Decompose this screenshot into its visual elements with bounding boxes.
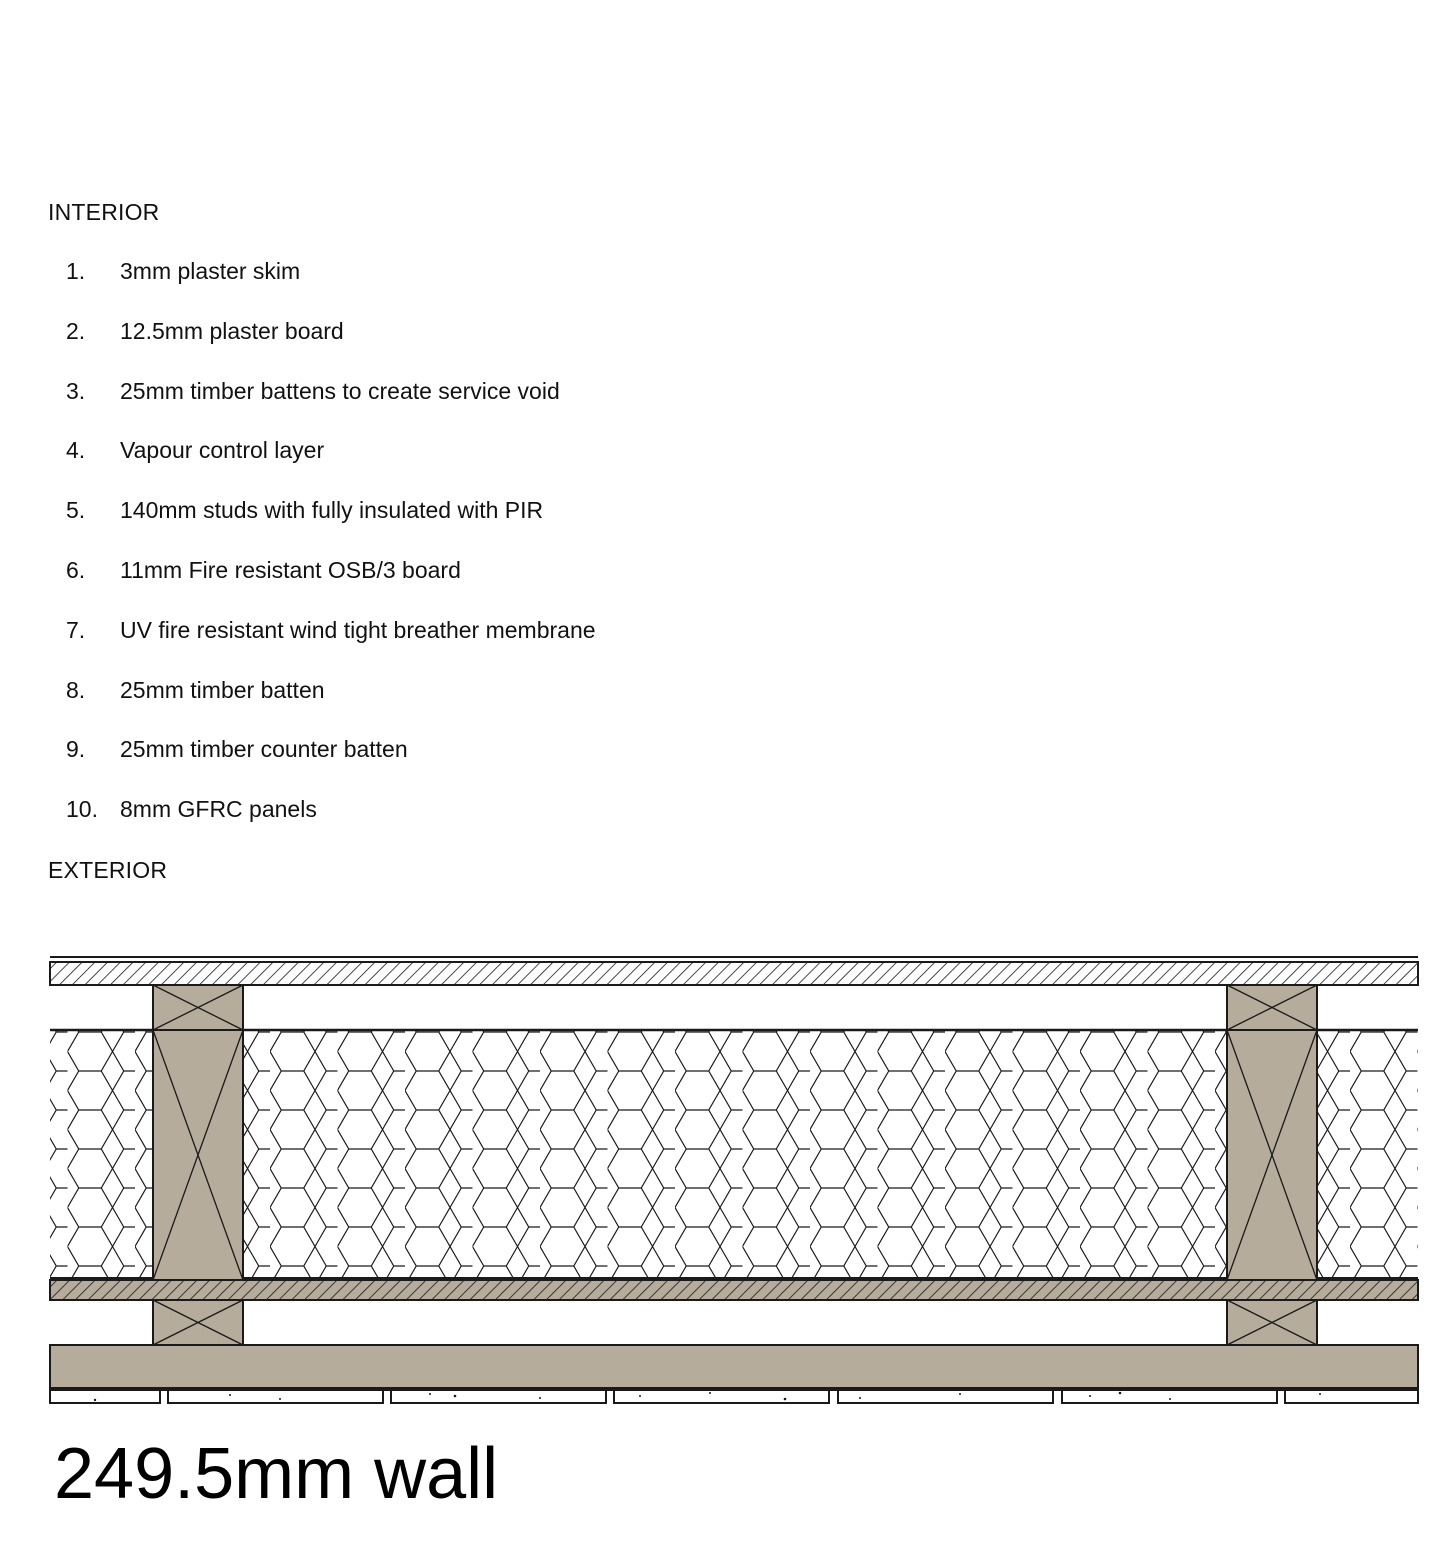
layer-item — [66, 617, 596, 677]
plaster-board-layer — [50, 957, 1418, 985]
gfrc-panel-layer — [50, 1390, 1418, 1403]
layer-text: Vapour control layer — [120, 437, 325, 464]
layer-text: 3mm plaster skim — [120, 258, 301, 284]
layer-item — [66, 796, 596, 856]
layer-text: 25mm timber battens to create service void — [120, 377, 560, 404]
layer-number: 6. — [66, 556, 86, 583]
wall-title: 249.5mm wall — [54, 1434, 499, 1514]
osb-board-layer — [50, 1280, 1418, 1300]
layer-item — [66, 497, 596, 557]
layer-item — [66, 378, 596, 438]
layer-text: 12.5mm plaster board — [120, 317, 344, 344]
wall-section-drawing — [0, 940, 1448, 1420]
insulation-layer — [50, 1030, 1418, 1278]
layer-list — [66, 258, 596, 856]
layer-number: 4. — [66, 437, 86, 464]
layer-text: 8mm GFRC panels — [120, 796, 317, 823]
layer-item — [66, 677, 596, 737]
layer-item — [66, 258, 596, 318]
interior-label: INTERIOR — [48, 199, 160, 225]
layer-text: 140mm studs with fully insulated with PIR — [120, 497, 544, 524]
exterior-label: EXTERIOR — [48, 857, 168, 883]
layer-number: 3. — [66, 377, 86, 404]
layer-item — [66, 557, 596, 617]
layer-number: 1. — [66, 258, 86, 284]
layer-item — [66, 736, 596, 796]
layer-number: 8. — [66, 676, 86, 703]
counter-batten-layer — [50, 1345, 1418, 1388]
layer-text: 11mm Fire resistant OSB/3 board — [120, 556, 461, 583]
layer-number: 10. — [66, 796, 98, 823]
layer-text: UV fire resistant wind tight breather membrane — [120, 616, 596, 643]
layer-number: 5. — [66, 497, 86, 524]
layer-text: 25mm timber counter batten — [120, 736, 408, 763]
layer-text: 25mm timber batten — [120, 676, 325, 703]
layer-item — [66, 437, 596, 497]
layer-number: 2. — [66, 317, 86, 344]
layer-item — [66, 318, 596, 378]
layer-number: 7. — [66, 616, 86, 643]
layer-number: 9. — [66, 736, 86, 763]
